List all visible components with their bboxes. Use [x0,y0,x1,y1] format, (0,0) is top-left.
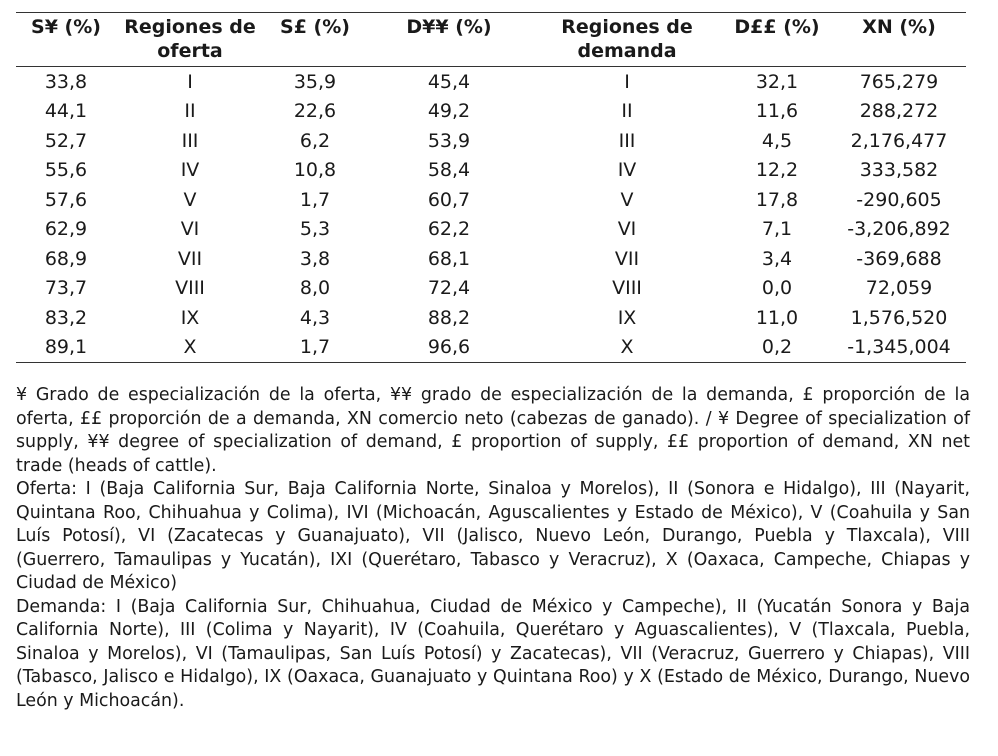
table-cell: 55,6 [44,159,88,182]
table-cell: 68,1 [427,247,471,270]
table-cell: 62,9 [44,218,88,241]
table-row [16,333,966,363]
table-row [16,215,966,245]
table-cell: 6,2 [299,129,331,152]
table-cell: 53,9 [427,129,471,152]
column-header: Regiones de demanda [561,16,693,62]
table-cell: -369,688 [856,247,942,270]
table-cell: 1,7 [299,336,331,359]
table-cell: VIII [612,277,642,300]
table-cell: 45,4 [427,70,471,93]
table-cell: III [618,129,636,152]
table-row [16,303,966,333]
table-cell: 44,1 [44,100,88,123]
table-row [16,97,966,127]
table-cell: 0,2 [761,336,793,359]
table-cell: -3,206,892 [847,218,951,241]
table-cell: 288,272 [859,100,939,123]
table-cell: 7,1 [761,218,793,241]
header-row [16,13,966,67]
table-cell: IV [617,159,637,182]
table-cell: II [184,100,196,123]
table-body [16,67,966,363]
table-cell: 11,0 [755,306,799,329]
column-header: S£ (%) [280,16,350,38]
table-cell: 33,8 [44,70,88,93]
table-cell: III [181,129,199,152]
column-header: XN (%) [862,16,936,38]
table-cell: 73,7 [44,277,88,300]
table-cell: IX [617,306,637,329]
table-cell: VII [177,247,203,270]
table-header [16,13,966,67]
table-cell: -1,345,004 [847,336,951,359]
table-cell: 49,2 [427,100,471,123]
table-cell: 89,1 [44,336,88,359]
table-cell: 0,0 [761,277,793,300]
table-cell: 35,9 [293,70,337,93]
table-row [16,185,966,215]
table-row [16,156,966,186]
table-cell: -290,605 [856,188,942,211]
column-header: Regiones de oferta [124,16,256,62]
table-cell: 52,7 [44,129,88,152]
table-cell: 1,7 [299,188,331,211]
table-cell: 60,7 [427,188,471,211]
table-cell: 68,9 [44,247,88,270]
table-cell: II [621,100,633,123]
table-cell: VII [614,247,640,270]
table-cell: VIII [175,277,205,300]
table-cell: X [183,336,197,359]
table-cell: 11,6 [755,100,799,123]
table-footnotes [16,384,970,713]
table-cell: 3,4 [761,247,793,270]
column-header: D¥¥ (%) [406,16,492,38]
table-cell: 10,8 [293,159,337,182]
table-cell: 8,0 [299,277,331,300]
table-cell: VI [617,218,637,241]
table-cell: 72,4 [427,277,471,300]
table-cell: 96,6 [427,336,471,359]
column-header: S¥ (%) [31,16,101,38]
table-cell: 4,5 [761,129,793,152]
table-cell: VI [180,218,200,241]
table-cell: 72,059 [865,277,933,300]
table-row [16,67,966,97]
table-cell: 2,176,477 [850,129,948,152]
table-cell: IX [180,306,200,329]
table-row [16,274,966,304]
table-cell: V [183,188,197,211]
footnote-oferta: Oferta: I (Baja California Sur, Baja California Norte, Sinaloa y Morelos), II (Sonora e Hidalgo), III (Nayarit, Quintana Roo, Chihuahua y Colima), IVI (Michoacán, Aguscalientes y Estado de México), V (Coahuila y San Luís Potosí), VI (Zacatecas y Guanajuato), VII (Jalisco, Nuevo León, Durango, Puebla y Tlaxcala), VIII (Guerrero, Tamaulipas y Yucatán), IXI (Querétaro, Tabasco y Veracruz), X (Oaxaca, Campeche, Chiapas y Ciudad de México) [16,479,970,593]
table-cell: 765,279 [859,70,939,93]
table-cell: 4,3 [299,306,331,329]
table-cell: 58,4 [427,159,471,182]
table-cell: V [620,188,634,211]
table-row [16,126,966,156]
footnote-demanda: Demanda: I (Baja California Sur, Chihuahua, Ciudad de México y Campeche), II (Yucatán Sonora y Baja California Norte), III (Colima y Nayarit), IV (Coahuila, Querétaro y Aguascalientes), V (Tlaxcala, Puebla, Sinaloa y Morelos), VI (Tamaulipas, San Luís Potosí) y Zacatecas), VII (Veracruz, Guerrero y Chiapas), VIII (Tabasco, Jalisco e Hidalgo), IX (Oaxaca, Guanajuato y Quintana Roo) y X (Estado de México, Durango, Nuevo León y Michoacán). [16,596,970,711]
table-cell: 333,582 [859,159,939,182]
column-header: D££ (%) [734,16,820,38]
table-cell: X [620,336,634,359]
table-cell: I [624,70,630,93]
table-cell: 83,2 [44,306,88,329]
table-row [16,244,966,274]
regional-trade-table [16,12,966,363]
table-cell: 5,3 [299,218,331,241]
table-cell: 17,8 [755,188,799,211]
table-cell: 22,6 [293,100,337,123]
table-cell: 12,2 [755,159,799,182]
table-cell: I [187,70,193,93]
table-cell: 57,6 [44,188,88,211]
table-cell: 32,1 [755,70,799,93]
footnote-legend: ¥ Grado de especialización de la oferta, ¥¥ grado de especialización de la demanda, £ proporción de la oferta, ££ proporción de a demanda, XN comercio neto (cabezas de ganado). / ¥ Degree of specialization of supply, ¥¥ degree of specialization of demand, £ proportion of supply, ££ proportion of demand, XN net trade (heads of cattle). [16,385,970,476]
table-cell: IV [180,159,200,182]
table-cell: 3,8 [299,247,331,270]
table-cell: 62,2 [427,218,471,241]
table-cell: 1,576,520 [850,306,948,329]
table-cell: 88,2 [427,306,471,329]
